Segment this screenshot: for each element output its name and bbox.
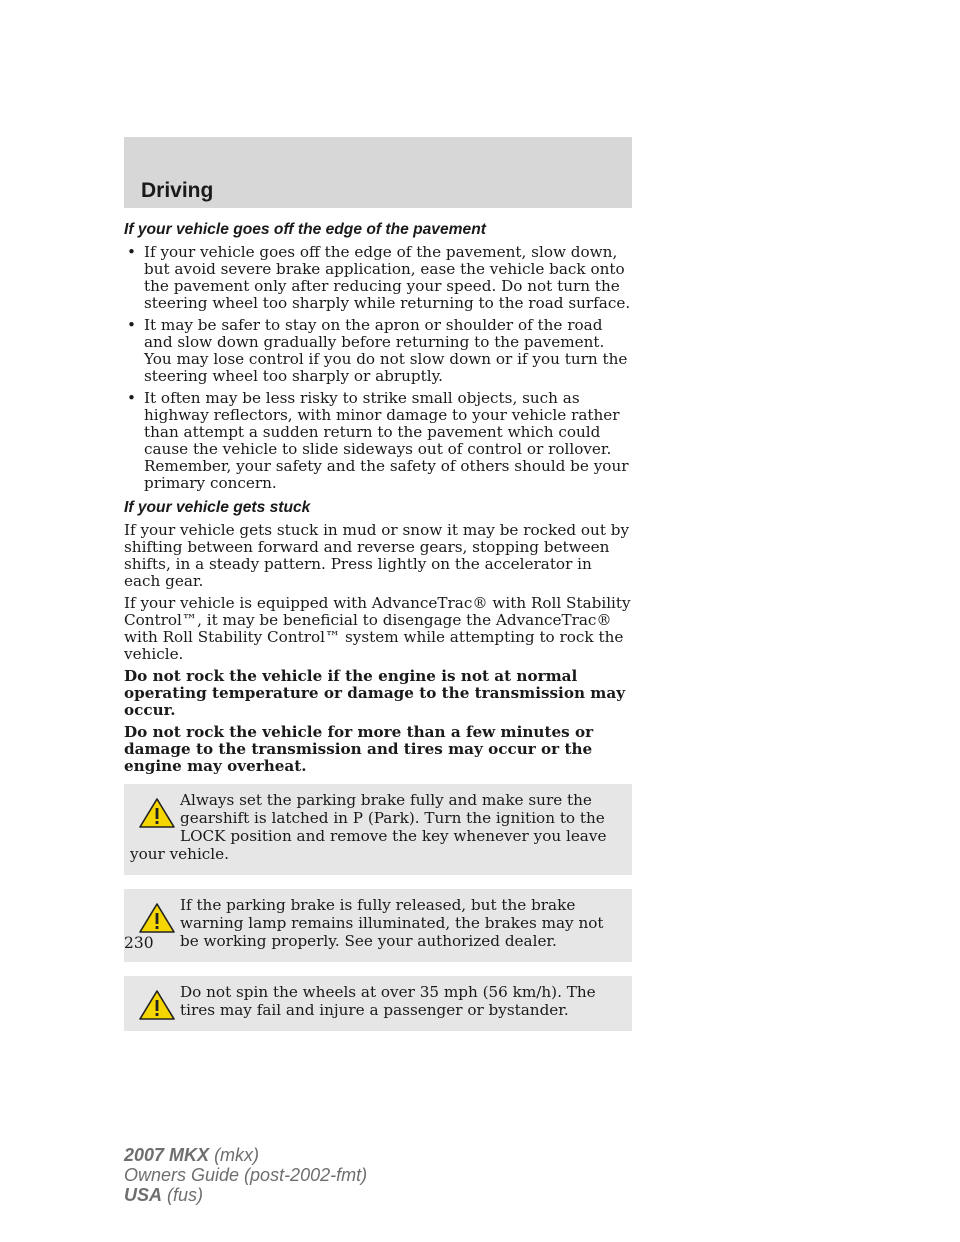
heading-off-pavement: If your vehicle goes off the edge of the pavement [124, 221, 486, 238]
warning-triangle-icon [138, 791, 176, 835]
footer-guide: Owners Guide (post-2002-fmt) [124, 1165, 368, 1185]
bold-caution-paragraph: Do not rock the vehicle if the engine is not at normal operating temperature or damage to the transmission may occur. [124, 667, 626, 719]
warning-box [124, 889, 632, 962]
section-title: Driving [141, 179, 214, 202]
bold-caution-paragraph: Do not rock the vehicle for more than a few minutes or damage to the transmission and tires may occur or the engine may overheat. [124, 723, 594, 775]
list-item: • It may be safer to stay on the apron or shoulder of the road and slow down gradually before returning to the pavement. You may lose control if you do not slow down or if you turn the steering wheel too sharply or abruptly. [124, 317, 632, 385]
footer-model-code: (mkx) [214, 1145, 260, 1165]
list-item: • If your vehicle goes off the edge of the pavement, slow down, but avoid severe brake application, ease the vehicle back onto the pavement only after reducing your speed. Do not turn the steering wheel too sharply while returning to the road surface. [124, 244, 632, 312]
footer-market-code: (fus) [167, 1185, 204, 1205]
page-content [124, 221, 632, 1045]
warning-box [124, 976, 632, 1031]
page-number: 230 [124, 934, 154, 952]
footer-market: USA [124, 1185, 163, 1205]
warning-box [124, 784, 632, 875]
document-footer [124, 1145, 367, 1205]
footer-model: 2007 MKX [124, 1145, 210, 1165]
list-item: • It often may be less risky to strike small objects, such as highway reflectors, with minor damage to your vehicle rather than attempt a sudden return to the pavement which could cause the vehicle to slide sideways out of control or rollover. Remember, your safety and the safety of others should be your primary concern. [124, 390, 632, 492]
off-pavement-list [124, 244, 632, 492]
warning-text: If the parking brake is fully released, but the brake warning lamp remains illuminated, the brakes may not be working properly. See your authorized dealer. [180, 896, 604, 950]
warning-triangle-icon [138, 983, 176, 1027]
warning-text: Always set the parking brake fully and make sure the gearshift is latched in P (Park). Turn the ignition to the LOCK position and remove the key whenever you leave your vehicle. [130, 791, 607, 863]
paragraph: If your vehicle gets stuck in mud or snow it may be rocked out by shifting between forward and reverse gears, stopping between shifts, in a steady pattern. Press lightly on the accelerator in each gear. [124, 521, 630, 590]
paragraph: If your vehicle is equipped with AdvanceTrac® with Roll Stability Control™, it may be beneficial to disengage the AdvanceTrac® with Roll Stability Control™ system while attempting to rock the vehicle. [124, 594, 631, 663]
section-header-bar [124, 137, 632, 208]
heading-stuck: If your vehicle gets stuck [124, 499, 311, 516]
warning-text: Do not spin the wheels at over 35 mph (56 km/h). The tires may fail and injure a passenger or bystander. [180, 983, 596, 1019]
